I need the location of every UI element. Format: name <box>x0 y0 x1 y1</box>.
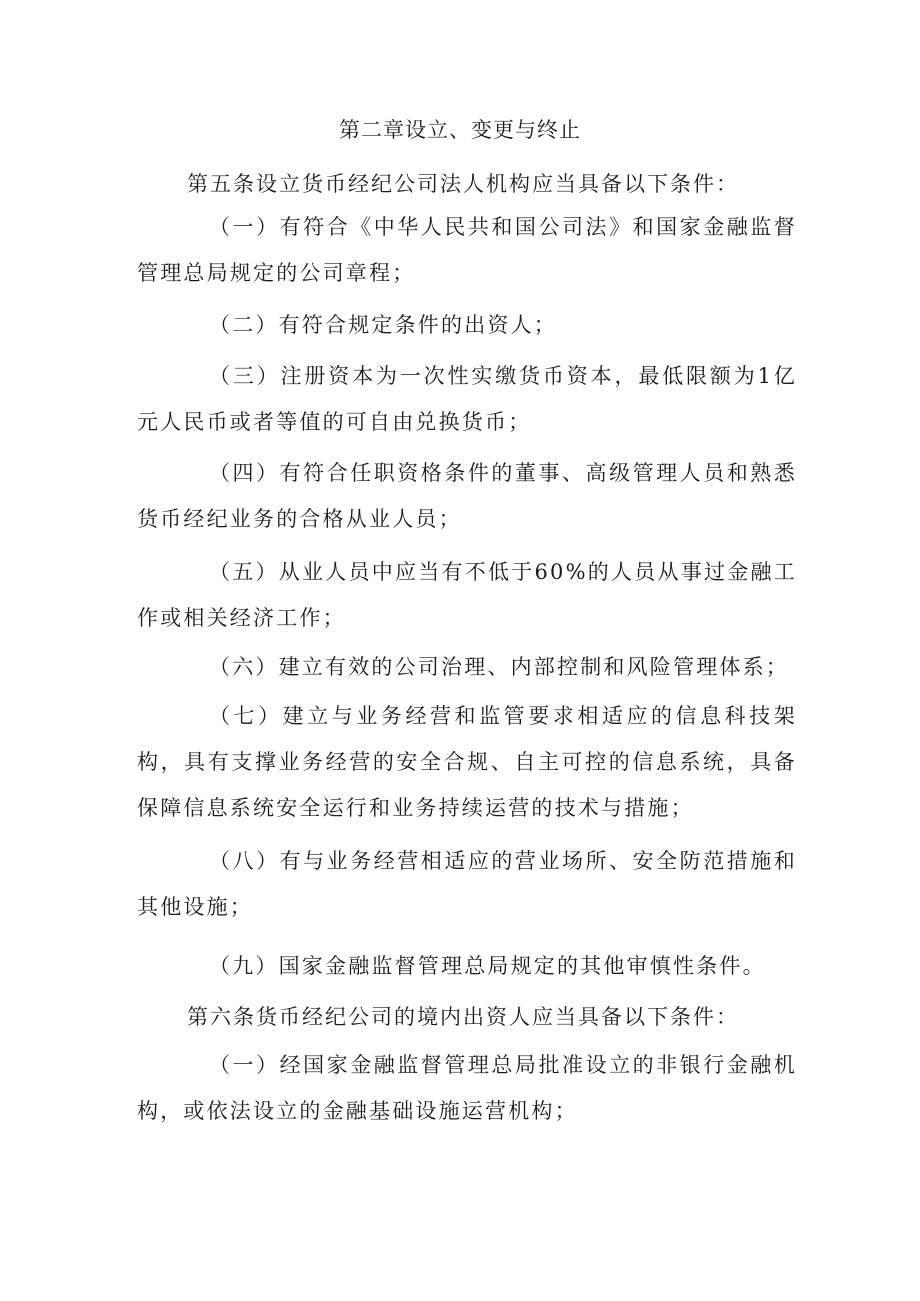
article-5-item-2: （二）有符合规定条件的出资人； <box>209 313 557 337</box>
article-5-item-8: （八）有与业务经营相适应的营业场所、安全防范措施和其他设施； <box>137 849 797 919</box>
article-5-item-7: （七）建立与业务经营和监管要求相适应的信息科技架构，具有支撑业务经营的安全合规、自主可控的信息系统，具备保障信息系统安全运行和业务持续运营的技术与措施； <box>137 704 797 820</box>
chapter-title: 第二章设立、变更与终止 <box>339 118 581 142</box>
article-6-item-1: （一）经国家金融监督管理总局批准设立的非银行金融机构，或依法设立的金融基础设施运营机构； <box>137 1053 797 1123</box>
article-5-item-9: （九）国家金融监督管理总局规定的其他审慎性条件。 <box>209 954 766 978</box>
article-6-heading: 第六条货币经纪公司的境内出资人应当具备以下条件： <box>187 1005 739 1029</box>
article-5-item-5: （五）从业人员中应当有不低于60%的人员从事过金融工作或相关经济工作； <box>137 560 797 630</box>
article-5-item-3: （三）注册资本为一次性实缴货币资本，最低限额为1亿元人民币或者等值的可自由兑换货币； <box>137 364 797 434</box>
article-5-item-4: （四）有符合任职资格条件的董事、高级管理人员和熟悉货币经纪业务的合格从业人员； <box>137 461 797 531</box>
article-5-heading: 第五条设立货币经纪公司法人机构应当具备以下条件： <box>187 172 739 196</box>
article-5-item-1: （一）有符合《中华人民共和国公司法》和国家金融监督管理总局规定的公司章程； <box>137 215 797 285</box>
article-5-item-6: （六）建立有效的公司治理、内部控制和风险管理体系； <box>209 655 789 679</box>
